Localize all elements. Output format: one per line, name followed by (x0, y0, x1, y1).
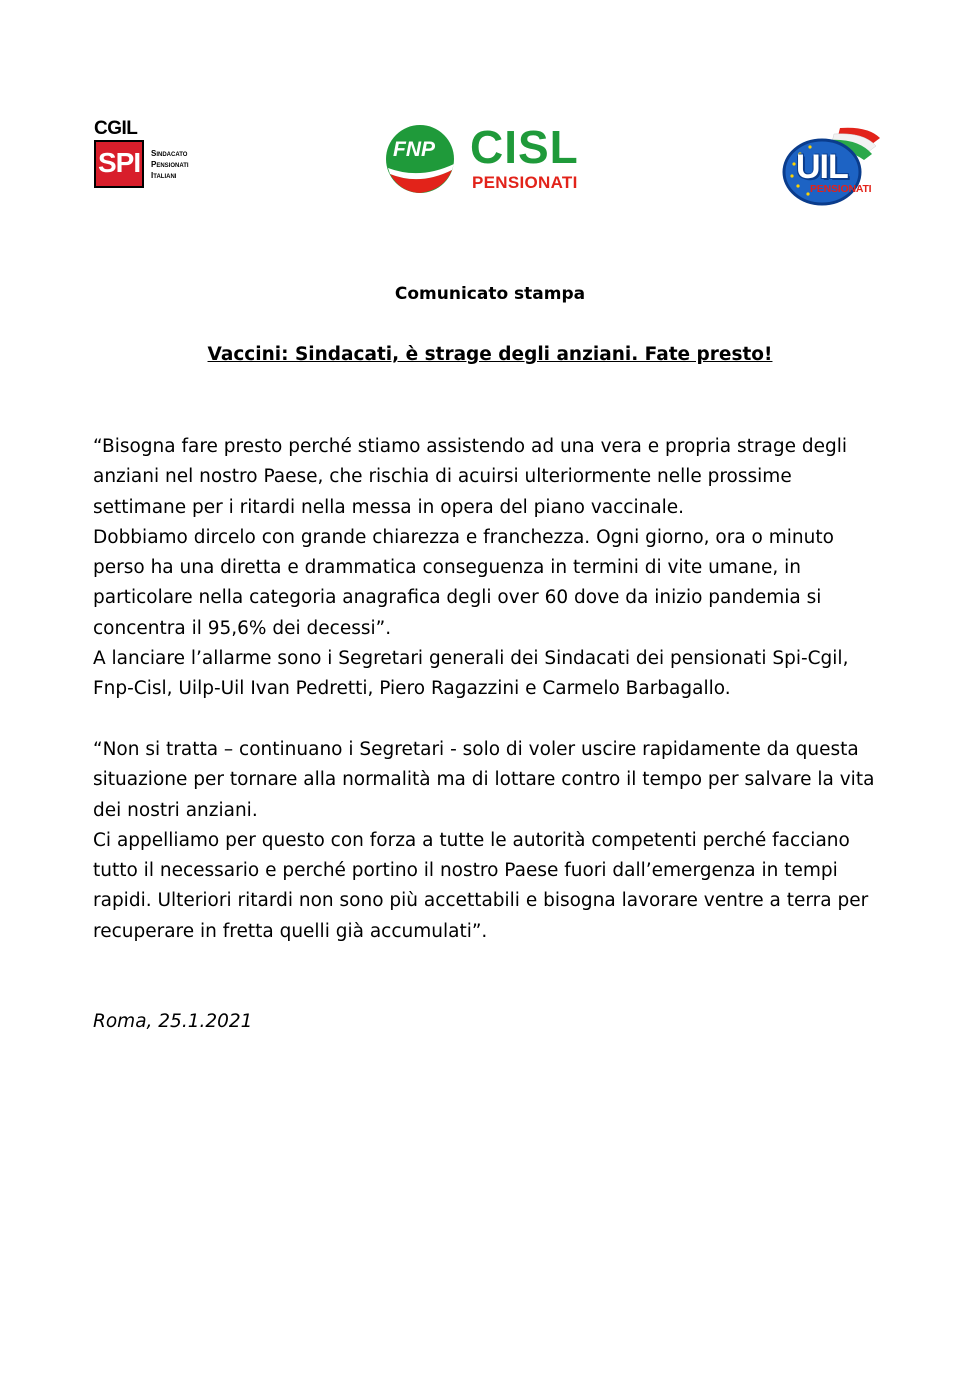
spi-tagline-line: Pensionati (151, 160, 189, 169)
uil-pensionati-text: PENSIONATI (810, 183, 872, 195)
text-line: “Bisogna fare presto perché stiamo assistendo ad una vera e propria strage degli (93, 436, 847, 457)
fnp-cisl-logo (384, 121, 599, 196)
cgil-wordmark: CGIL (94, 118, 138, 139)
text-line: “Non si tratta – continuano i Segretari - solo di voler uscire rapidamente da questa (93, 739, 859, 760)
text-line: Fnp-Cisl, Uilp-Uil Ivan Pedretti, Piero Ragazzini e Carmelo Barbagallo. (93, 678, 731, 700)
text-line: rapidi. Ulteriori ritardi non sono più accettabili e bisogna lavorare ventre a terra per (93, 890, 869, 912)
text-line: concentra il 95,6% dei decessi”. (93, 617, 392, 639)
spi-mark (94, 140, 144, 188)
text-line: perso ha una diretta e drammatica conseguenza in termini di vite umane, in (93, 557, 801, 579)
uil-mark-text: UIL (796, 148, 848, 186)
spi-cgil-logo (93, 118, 213, 194)
text-line: Ci appelliamo per questo con forza a tutte le autorità competenti perché facciano (93, 829, 850, 851)
headline: Vaccini: Sindacati, è strage degli anziani. Fate presto! (207, 344, 773, 365)
fnp-mark-text: FNP (393, 138, 435, 161)
text-line: particolare nella categoria anagrafica degli over 60 dove da inizio pandemia si (93, 587, 822, 609)
text-line: A lanciare l’allarme sono i Segretari generali dei Sindacati dei pensionati Spi-Cgil, (93, 648, 849, 670)
text-line: anziani nel nostro Paese, che rischia di acuirsi ulteriormente nelle prossime (93, 466, 792, 488)
text-line: situazione per tornare alla normalità ma di lottare contro il tempo per salvare la vita (93, 769, 875, 791)
spi-mark-text: SPI (98, 147, 141, 178)
body-paragraph-2 (93, 735, 893, 947)
spi-tagline (151, 148, 189, 181)
text-line: dei nostri anziani. (93, 799, 258, 821)
body-paragraph-1 (93, 432, 893, 705)
uil-pensionati-logo (780, 124, 890, 208)
press-release-label: Comunicato stampa (394, 284, 586, 304)
cisl-wordmark: CISL (470, 121, 579, 173)
spi-tagline-line: Italiani (151, 171, 177, 180)
text-line: Dobbiamo dircelo con grande chiarezza e franchezza. Ogni giorno, ora o minuto (93, 526, 834, 548)
spi-tagline-line: Sindacato (151, 149, 188, 158)
text-line: settimane per i ritardi nella messa in opera del piano vaccinale. (93, 496, 685, 518)
text-line: tutto il necessario e perché portino il nostro Paese fuori dall’emergenza in tempi (93, 860, 838, 882)
dateline: Roma, 25.1.2021 (93, 1011, 253, 1032)
fnp-pensionati-text: PENSIONATI (472, 173, 578, 192)
text-line: recuperare in fretta quelli già accumulati”. (93, 920, 488, 942)
